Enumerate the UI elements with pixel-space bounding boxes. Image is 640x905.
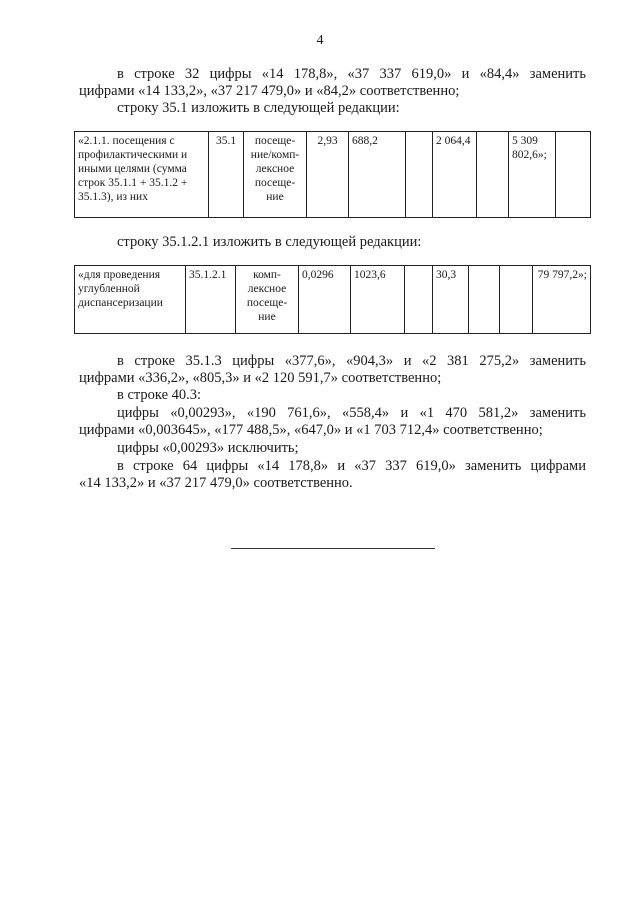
paragraph-row-40-3-digits-line1: цифры «0,00293», «190 761,6», «558,4» и «1 470 581,2» заменить: [117, 405, 586, 421]
paragraph-row-40-3-digits-line2: цифрами «0,003645», «177 488,5», «647,0» и «1 703 712,4» соответственно;: [79, 422, 543, 438]
table1-value-cell: 2,93: [307, 132, 349, 218]
table1-value-cell: 2 064,4: [433, 132, 477, 218]
table2-value-cell: 79 797,2»;: [533, 266, 591, 334]
table1-name-cell: «2.1.1. посещения с профилактическими и иными целями (сумма строк 35.1.1 + 35.1.2 + 35.1.3), из них: [75, 132, 209, 218]
table2-name-cell: «для проведения углубленной диспансеризации: [75, 266, 186, 334]
table2-empty-cell: [469, 266, 500, 334]
paragraph-digits-exclude: цифры «0,00293» исключить;: [117, 440, 299, 456]
paragraph-row-35-1-3-line1: в строке 35.1.3 цифры «377,6», «904,3» и «2 381 275,2» заменить: [117, 353, 586, 369]
table1-value-cell: 5 309 802,6»;: [509, 132, 556, 218]
paragraph-row-64-line2: «14 133,2» и «37 217 479,0» соответственно.: [79, 475, 353, 491]
table1-empty-cell: [556, 132, 591, 218]
paragraph-row-32-line2: цифрами «14 133,2», «37 217 479,0» и «84,2» соответственно;: [79, 83, 460, 99]
table2-empty-cell: [500, 266, 533, 334]
table2-value-cell: 0,0296: [299, 266, 351, 334]
page-number: 4: [316, 33, 324, 48]
table1-unit-cell: посеще-ние/комп-лексное посеще-ние: [244, 132, 307, 218]
paragraph-row-32-line1: в строке 32 цифры «14 178,8», «37 337 619,0» и «84,4» заменить: [117, 66, 586, 82]
paragraph-row-35-1-2-1-intro: строку 35.1.2.1 изложить в следующей редакции:: [117, 234, 422, 250]
table2-unit-cell: комп-лексное посеще-ние: [236, 266, 299, 334]
table1-empty-cell: [406, 132, 433, 218]
table2-code-cell: 35.1.2.1: [186, 266, 236, 334]
amendment-table-35-1: [74, 131, 591, 218]
table1-empty-cell: [477, 132, 509, 218]
paragraph-row-35-1-3-line2: цифрами «336,2», «805,3» и «2 120 591,7» соответственно;: [79, 370, 442, 386]
paragraph-row-40-3: в строке 40.3:: [117, 387, 202, 403]
amendment-table-35-1-2-1: [74, 265, 591, 334]
table2-value-cell: 1023,6: [351, 266, 405, 334]
paragraph-row-64-line1: в строке 64 цифры «14 178,8» и «37 337 619,0» заменить цифрами: [117, 458, 586, 474]
table1-value-cell: 688,2: [349, 132, 406, 218]
closing-separator-line: [231, 548, 435, 549]
table1-code-cell: 35.1: [209, 132, 244, 218]
table2-empty-cell: [405, 266, 433, 334]
table2-value-cell: 30,3: [433, 266, 469, 334]
paragraph-row-35-1-intro: строку 35.1 изложить в следующей редакции:: [117, 100, 400, 116]
